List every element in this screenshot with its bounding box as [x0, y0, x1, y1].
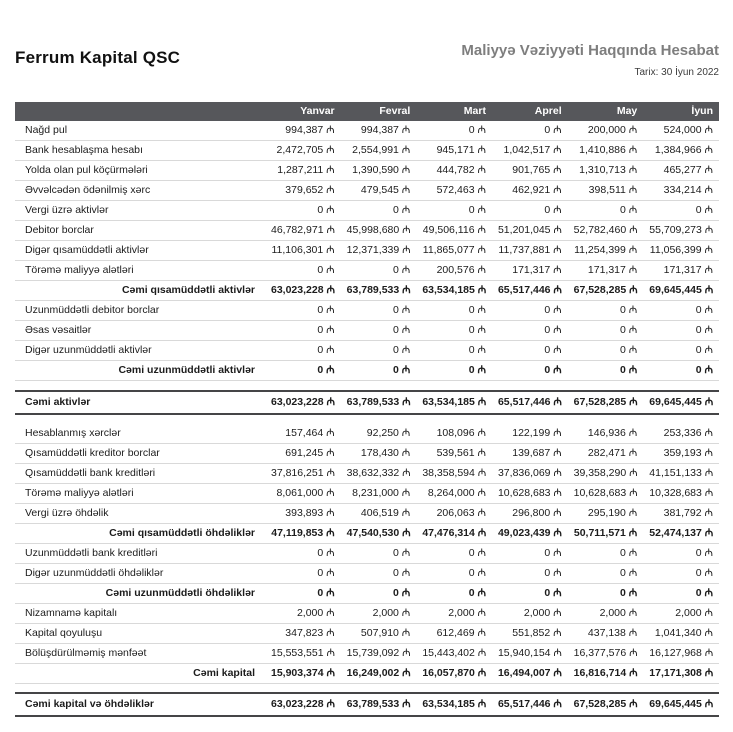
- spacer-cell: [15, 381, 719, 391]
- row-label: Cəmi aktivlər: [15, 391, 265, 414]
- cell-value: 0 ₼: [416, 301, 492, 321]
- cell-value: 10,328,683 ₼: [643, 483, 719, 503]
- cell-value: 945,171 ₼: [416, 141, 492, 161]
- cell-value: 206,063 ₼: [416, 503, 492, 523]
- cell-value: 178,430 ₼: [341, 443, 417, 463]
- column-header: İyun: [643, 102, 719, 121]
- cell-value: 0 ₼: [265, 583, 341, 603]
- cell-value: 0 ₼: [492, 543, 568, 563]
- cell-value: 0 ₼: [416, 563, 492, 583]
- cell-value: 994,387 ₼: [341, 121, 417, 141]
- company-name: Ferrum Kapital QSC: [15, 48, 181, 67]
- cell-value: 15,940,154 ₼: [492, 643, 568, 663]
- table-header-row: [15, 102, 719, 121]
- cell-value: 0 ₼: [568, 201, 644, 221]
- table-row: [15, 181, 719, 201]
- row-label: Əsas vəsaitlər: [15, 321, 265, 341]
- cell-value: 0 ₼: [568, 543, 644, 563]
- table-row: [15, 121, 719, 141]
- row-label: Vergi üzrə aktivlər: [15, 201, 265, 221]
- cell-value: 65,517,446 ₼: [492, 391, 568, 414]
- report-date: Tarix: 30 İyun 2022: [634, 67, 719, 78]
- cell-value: 0 ₼: [341, 583, 417, 603]
- cell-value: 122,199 ₼: [492, 424, 568, 444]
- table-row: [15, 261, 719, 281]
- cell-value: 12,371,339 ₼: [341, 241, 417, 261]
- cell-value: 52,782,460 ₼: [568, 221, 644, 241]
- cell-value: 37,816,251 ₼: [265, 463, 341, 483]
- row-label: Cəmi kapital: [15, 663, 265, 683]
- cell-value: 0 ₼: [643, 341, 719, 361]
- cell-value: 0 ₼: [416, 321, 492, 341]
- table-head: [15, 102, 719, 121]
- cell-value: 0 ₼: [643, 583, 719, 603]
- cell-value: 171,317 ₼: [568, 261, 644, 281]
- cell-value: 524,000 ₼: [643, 121, 719, 141]
- cell-value: 8,231,000 ₼: [341, 483, 417, 503]
- cell-value: 50,711,571 ₼: [568, 523, 644, 543]
- cell-value: 406,519 ₼: [341, 503, 417, 523]
- cell-value: 1,041,340 ₼: [643, 623, 719, 643]
- cell-value: 0 ₼: [492, 201, 568, 221]
- cell-value: 0 ₼: [416, 201, 492, 221]
- table-row: [15, 391, 719, 414]
- cell-value: 8,264,000 ₼: [416, 483, 492, 503]
- spacer-cell: [15, 414, 719, 424]
- financial-statement-table: [15, 102, 719, 717]
- cell-value: 0 ₼: [643, 201, 719, 221]
- cell-value: 11,254,399 ₼: [568, 241, 644, 261]
- table-row: [15, 583, 719, 603]
- cell-value: 65,517,446 ₼: [492, 281, 568, 301]
- row-label: Nizamnamə kapitalı: [15, 603, 265, 623]
- cell-value: 2,000 ₼: [643, 603, 719, 623]
- cell-value: 47,476,314 ₼: [416, 523, 492, 543]
- row-label: Bank hesablaşma hesabı: [15, 141, 265, 161]
- cell-value: 47,540,530 ₼: [341, 523, 417, 543]
- cell-value: 0 ₼: [492, 321, 568, 341]
- cell-value: 38,632,332 ₼: [341, 463, 417, 483]
- row-label: Cəmi uzunmüddətli aktivlər: [15, 361, 265, 381]
- table-row: [15, 241, 719, 261]
- cell-value: 1,384,966 ₼: [643, 141, 719, 161]
- cell-value: 11,865,077 ₼: [416, 241, 492, 261]
- cell-value: 69,645,445 ₼: [643, 391, 719, 414]
- table-row: [15, 201, 719, 221]
- cell-value: 0 ₼: [341, 543, 417, 563]
- table-row: [15, 443, 719, 463]
- row-label: Qısamüddətli kreditor borclar: [15, 443, 265, 463]
- row-label: Digər uzunmüddətli aktivlər: [15, 341, 265, 361]
- cell-value: 2,554,991 ₼: [341, 141, 417, 161]
- table-row: [15, 503, 719, 523]
- table-row: [15, 361, 719, 381]
- cell-value: 49,023,439 ₼: [492, 523, 568, 543]
- cell-value: 2,000 ₼: [492, 603, 568, 623]
- cell-value: 15,903,374 ₼: [265, 663, 341, 683]
- cell-value: 0 ₼: [643, 563, 719, 583]
- cell-value: 63,023,228 ₼: [265, 391, 341, 414]
- cell-value: 0 ₼: [492, 121, 568, 141]
- cell-value: 2,000 ₼: [265, 603, 341, 623]
- cell-value: 1,042,517 ₼: [492, 141, 568, 161]
- cell-value: 0 ₼: [643, 361, 719, 381]
- cell-value: 0 ₼: [416, 543, 492, 563]
- table-row: [15, 321, 719, 341]
- column-header-empty: [15, 102, 265, 121]
- row-label: Digər qısamüddətli aktivlər: [15, 241, 265, 261]
- cell-value: 0 ₼: [492, 341, 568, 361]
- cell-value: 0 ₼: [341, 261, 417, 281]
- cell-value: 0 ₼: [568, 341, 644, 361]
- cell-value: 359,193 ₼: [643, 443, 719, 463]
- cell-value: 0 ₼: [416, 583, 492, 603]
- table-row: [15, 424, 719, 444]
- row-label: Hesablanmış xərclər: [15, 424, 265, 444]
- row-label: Yolda olan pul köçürmələri: [15, 161, 265, 181]
- table-row: [15, 221, 719, 241]
- cell-value: 0 ₼: [643, 301, 719, 321]
- row-label: Debitor borclar: [15, 221, 265, 241]
- cell-value: 2,000 ₼: [341, 603, 417, 623]
- cell-value: 0 ₼: [265, 543, 341, 563]
- column-header: Aprel: [492, 102, 568, 121]
- cell-value: 1,390,590 ₼: [341, 161, 417, 181]
- cell-value: 16,249,002 ₼: [341, 663, 417, 683]
- cell-value: 63,023,228 ₼: [265, 281, 341, 301]
- cell-value: 63,789,533 ₼: [341, 281, 417, 301]
- cell-value: 0 ₼: [341, 361, 417, 381]
- cell-value: 108,096 ₼: [416, 424, 492, 444]
- cell-value: 0 ₼: [265, 321, 341, 341]
- row-label: Törəmə maliyyə alətləri: [15, 483, 265, 503]
- row-label: Kapital qoyuluşu: [15, 623, 265, 643]
- table-row: [15, 603, 719, 623]
- cell-value: 0 ₼: [568, 301, 644, 321]
- cell-value: 63,789,533 ₼: [341, 693, 417, 716]
- cell-value: 0 ₼: [265, 301, 341, 321]
- cell-value: 0 ₼: [341, 563, 417, 583]
- cell-value: 0 ₼: [643, 321, 719, 341]
- cell-value: 41,151,133 ₼: [643, 463, 719, 483]
- table-row: [15, 643, 719, 663]
- table-row: [15, 543, 719, 563]
- row-label: Cəmi uzunmüddətli öhdəliklər: [15, 583, 265, 603]
- cell-value: 67,528,285 ₼: [568, 281, 644, 301]
- cell-value: 10,628,683 ₼: [568, 483, 644, 503]
- cell-value: 0 ₼: [341, 321, 417, 341]
- cell-value: 45,998,680 ₼: [341, 221, 417, 241]
- row-label: Cəmi qısamüddətli aktivlər: [15, 281, 265, 301]
- cell-value: 295,190 ₼: [568, 503, 644, 523]
- cell-value: 901,765 ₼: [492, 161, 568, 181]
- cell-value: 171,317 ₼: [643, 261, 719, 281]
- report-meta: [461, 42, 719, 78]
- table-row: [15, 663, 719, 683]
- cell-value: 16,494,007 ₼: [492, 663, 568, 683]
- row-label: Əvvəlcədən ödənilmiş xərc: [15, 181, 265, 201]
- table-row: [15, 301, 719, 321]
- cell-value: 0 ₼: [492, 301, 568, 321]
- cell-value: 0 ₼: [265, 261, 341, 281]
- table-row: [15, 623, 719, 643]
- cell-value: 253,336 ₼: [643, 424, 719, 444]
- cell-value: 63,023,228 ₼: [265, 693, 341, 716]
- cell-value: 0 ₼: [341, 201, 417, 221]
- column-header: Yanvar: [265, 102, 341, 121]
- cell-value: 0 ₼: [492, 583, 568, 603]
- cell-value: 69,645,445 ₼: [643, 281, 719, 301]
- cell-value: 2,000 ₼: [416, 603, 492, 623]
- cell-value: 398,511 ₼: [568, 181, 644, 201]
- table-row: [15, 161, 719, 181]
- cell-value: 157,464 ₼: [265, 424, 341, 444]
- cell-value: 612,469 ₼: [416, 623, 492, 643]
- cell-value: 437,138 ₼: [568, 623, 644, 643]
- cell-value: 1,410,886 ₼: [568, 141, 644, 161]
- row-label: Qısamüddətli bank kreditləri: [15, 463, 265, 483]
- cell-value: 393,893 ₼: [265, 503, 341, 523]
- report-header: [15, 42, 719, 78]
- row-label: Bölüşdürülməmiş mənfəət: [15, 643, 265, 663]
- cell-value: 69,645,445 ₼: [643, 693, 719, 716]
- cell-value: 691,245 ₼: [265, 443, 341, 463]
- cell-value: 67,528,285 ₼: [568, 391, 644, 414]
- cell-value: 37,836,069 ₼: [492, 463, 568, 483]
- cell-value: 38,358,594 ₼: [416, 463, 492, 483]
- cell-value: 0 ₼: [568, 583, 644, 603]
- cell-value: 0 ₼: [265, 341, 341, 361]
- cell-value: 0 ₼: [341, 341, 417, 361]
- cell-value: 11,737,881 ₼: [492, 241, 568, 261]
- cell-value: 16,057,870 ₼: [416, 663, 492, 683]
- column-header: Mart: [416, 102, 492, 121]
- row-label: Törəmə maliyyə alətləri: [15, 261, 265, 281]
- cell-value: 11,056,399 ₼: [643, 241, 719, 261]
- cell-value: 92,250 ₼: [341, 424, 417, 444]
- row-label: Digər uzunmüddətli öhdəliklər: [15, 563, 265, 583]
- cell-value: 0 ₼: [416, 341, 492, 361]
- cell-value: 1,310,713 ₼: [568, 161, 644, 181]
- cell-value: 63,534,185 ₼: [416, 693, 492, 716]
- spacer-row: [15, 683, 719, 693]
- cell-value: 55,709,273 ₼: [643, 221, 719, 241]
- cell-value: 0 ₼: [416, 121, 492, 141]
- cell-value: 994,387 ₼: [265, 121, 341, 141]
- table-row: [15, 141, 719, 161]
- spacer-row: [15, 414, 719, 424]
- table-row: [15, 693, 719, 716]
- cell-value: 139,687 ₼: [492, 443, 568, 463]
- cell-value: 465,277 ₼: [643, 161, 719, 181]
- cell-value: 146,936 ₼: [568, 424, 644, 444]
- cell-value: 462,921 ₼: [492, 181, 568, 201]
- row-label: Cəmi kapital və öhdəliklər: [15, 693, 265, 716]
- cell-value: 282,471 ₼: [568, 443, 644, 463]
- cell-value: 0 ₼: [492, 361, 568, 381]
- spacer-row: [15, 381, 719, 391]
- cell-value: 1,287,211 ₼: [265, 161, 341, 181]
- table-row: [15, 341, 719, 361]
- cell-value: 0 ₼: [568, 361, 644, 381]
- cell-value: 17,171,308 ₼: [643, 663, 719, 683]
- cell-value: 47,119,853 ₼: [265, 523, 341, 543]
- cell-value: 10,628,683 ₼: [492, 483, 568, 503]
- table-row: [15, 483, 719, 503]
- cell-value: 2,472,705 ₼: [265, 141, 341, 161]
- cell-value: 0 ₼: [492, 563, 568, 583]
- cell-value: 572,463 ₼: [416, 181, 492, 201]
- cell-value: 0 ₼: [416, 361, 492, 381]
- cell-value: 296,800 ₼: [492, 503, 568, 523]
- table-row: [15, 281, 719, 301]
- cell-value: 0 ₼: [265, 563, 341, 583]
- row-label: Cəmi qısamüddətli öhdəliklər: [15, 523, 265, 543]
- cell-value: 16,377,576 ₼: [568, 643, 644, 663]
- cell-value: 0 ₼: [568, 321, 644, 341]
- column-header: Fevral: [341, 102, 417, 121]
- cell-value: 0 ₼: [643, 543, 719, 563]
- cell-value: 67,528,285 ₼: [568, 693, 644, 716]
- spacer-cell: [15, 683, 719, 693]
- cell-value: 11,106,301 ₼: [265, 241, 341, 261]
- cell-value: 507,910 ₼: [341, 623, 417, 643]
- cell-value: 15,443,402 ₼: [416, 643, 492, 663]
- cell-value: 39,358,290 ₼: [568, 463, 644, 483]
- cell-value: 52,474,137 ₼: [643, 523, 719, 543]
- cell-value: 51,201,045 ₼: [492, 221, 568, 241]
- cell-value: 65,517,446 ₼: [492, 693, 568, 716]
- cell-value: 15,553,551 ₼: [265, 643, 341, 663]
- cell-value: 0 ₼: [265, 201, 341, 221]
- table-row: [15, 563, 719, 583]
- cell-value: 0 ₼: [265, 361, 341, 381]
- cell-value: 379,652 ₼: [265, 181, 341, 201]
- cell-value: 347,823 ₼: [265, 623, 341, 643]
- cell-value: 15,739,092 ₼: [341, 643, 417, 663]
- row-label: Vergi üzrə öhdəlik: [15, 503, 265, 523]
- cell-value: 8,061,000 ₼: [265, 483, 341, 503]
- cell-value: 171,317 ₼: [492, 261, 568, 281]
- cell-value: 63,789,533 ₼: [341, 391, 417, 414]
- cell-value: 334,214 ₼: [643, 181, 719, 201]
- cell-value: 200,000 ₼: [568, 121, 644, 141]
- cell-value: 381,792 ₼: [643, 503, 719, 523]
- cell-value: 0 ₼: [341, 301, 417, 321]
- row-label: Uzunmüddətli debitor borclar: [15, 301, 265, 321]
- cell-value: 49,506,116 ₼: [416, 221, 492, 241]
- cell-value: 444,782 ₼: [416, 161, 492, 181]
- cell-value: 0 ₼: [568, 563, 644, 583]
- table-row: [15, 523, 719, 543]
- cell-value: 200,576 ₼: [416, 261, 492, 281]
- cell-value: 46,782,971 ₼: [265, 221, 341, 241]
- row-label: Nağd pul: [15, 121, 265, 141]
- cell-value: 63,534,185 ₼: [416, 391, 492, 414]
- cell-value: 2,000 ₼: [568, 603, 644, 623]
- cell-value: 539,561 ₼: [416, 443, 492, 463]
- table-row: [15, 463, 719, 483]
- cell-value: 16,127,968 ₼: [643, 643, 719, 663]
- cell-value: 479,545 ₼: [341, 181, 417, 201]
- table-body: [15, 121, 719, 716]
- column-header: May: [568, 102, 644, 121]
- row-label: Uzunmüddətli bank kreditləri: [15, 543, 265, 563]
- cell-value: 551,852 ₼: [492, 623, 568, 643]
- cell-value: 16,816,714 ₼: [568, 663, 644, 683]
- cell-value: 63,534,185 ₼: [416, 281, 492, 301]
- report-title: Maliyyə Vəziyyəti Haqqında Hesabat: [461, 42, 719, 59]
